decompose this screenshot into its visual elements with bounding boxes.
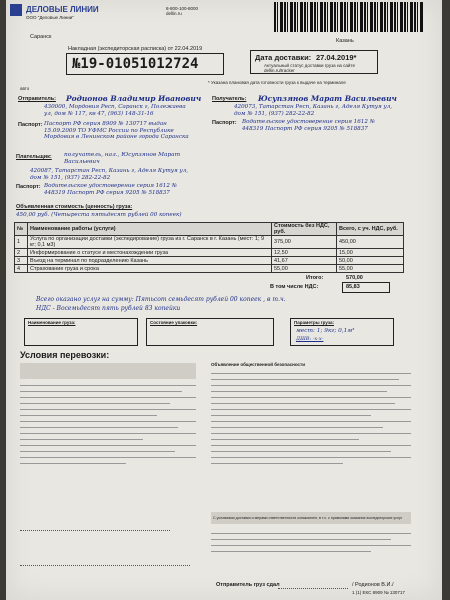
row-net: 41,67 [272,257,337,265]
col-header-service: Наименование работы (услуги) [28,223,272,236]
delivery-date-label: Дата доставки: [255,53,312,62]
conditions-bottom-text [211,530,411,570]
agreement-text: С условиями доставки и мерами ответственности ознакомлен, в т.ч. с правилами оказания экспедиторских услуг [213,516,403,520]
col-header-total: Всего, с уч. НДС, руб. [337,223,404,236]
packaging-label: Состояние упаковки: [150,320,198,325]
receiver-label: Получатель: [212,96,247,102]
summary-line-2: НДС - Восемьдесят пять рублей 83 копейки [36,305,181,312]
table-row [15,249,404,257]
row-total: 450,00 [337,236,404,249]
company-name: ДЕЛОВЫЕ ЛИНИИ [26,5,99,14]
conditions-highlight [20,363,196,379]
transport-mode: авто [20,86,30,91]
signature-name: / Родионов В.И./ [352,582,394,588]
row-total: 15,00 [337,249,404,257]
row-total: 50,00 [337,257,404,265]
table-row [15,236,404,249]
cargo-params-label: Параметры груза: [294,320,334,325]
declared-value: 450,00 руб. (Четыреста пятьдесят рублей 00 копеек) [16,212,182,218]
vat-value: 85,83 [346,284,360,290]
city-to: Казань [336,38,354,44]
company-legal-name: ООО "Деловые Линии" [26,15,74,20]
conditions-right-text [211,370,411,510]
vat-label: В том числе НДС: [270,284,319,290]
conditions-title: Условия перевозки: [20,350,110,360]
payer-passport: Водительское удостоверение серия 1612 № 448319 Паспорт РФ серия 9205 № 518837 [44,183,177,196]
payer-address: 420087, Татарстан Респ, Казань г, Аделя Кутуя ул, дом № 151, (937) 282-22-82 [30,168,189,181]
signature-line-left-2 [20,565,190,566]
row-num: 2 [15,249,28,257]
signature-footnote: 1 (1) ЕКС 8909 № 130717 [352,590,405,595]
sender-passport-label: Паспорт: [18,122,43,128]
payer-passport-label: Паспорт: [16,184,41,190]
row-service: Информирование о статусе и местонахождении груза [28,249,272,257]
receiver-address: 420073, Татарстан Респ, Казань г, Аделя Кутуя ул, дом № 151, (937) 282-22-82 [234,104,393,117]
receiver-passport-label: Паспорт: [212,120,237,126]
row-net: 375,00 [272,236,337,249]
row-net: 12,50 [272,249,337,257]
signature-line [278,588,348,589]
sender-address: 430000, Мордовия Респ, Саранск г, Полежаева ул, дом № 117, кв 47, (963) 148-31-16 [44,104,186,117]
company-phone-site: 8-800-100-8000 dellin.ru [166,6,199,16]
signature-label: Отправитель груз сдал [216,582,280,588]
receiver-name: Юсупзянов Марат Васильевич [258,94,397,103]
row-service: Услуга по организации доставки (экспедирование) груза из г. Саранск в г. Казань (мест: 1; 9 кг; 0,1 м3) [28,236,272,249]
total-value: 570,00 [346,275,363,281]
barcode [274,2,424,32]
services-table [14,222,404,273]
company-logo [10,4,22,16]
row-num: 1 [15,236,28,249]
table-header-row [15,223,404,236]
document-title: Накладная (экспедиторская расписка) от 22.04.2019 [68,46,203,52]
signature-line-left [20,530,170,531]
delivery-status-note: Актуальный статус доставки груза на сайте dellin.ru/tracker [264,63,355,73]
row-num: 4 [15,265,28,273]
payer-label: Плательщик: [16,154,52,160]
sender-name: Родионов Владимир Иванович [66,94,202,103]
row-net: 55,00 [272,265,337,273]
summary-line-1: Всего оказано услуг на сумму: Пятьсот семьдесят рублей 00 копеек , в т.ч. [36,296,286,303]
col-header-num: № [15,223,28,236]
total-label: Итого: [306,275,324,281]
city-from: Саранск [30,34,52,40]
conditions-left-text [20,382,196,502]
cargo-dimensions: ДШВ: -х-х- [296,336,324,342]
row-service: Страхование груза и срока [28,265,272,273]
document-number: №19-01051012724 [72,56,199,72]
row-total: 55,00 [337,265,404,273]
row-service: Въезд на терминал по подразделению Казань [28,257,272,265]
cargo-name-label: Наименование груза: [28,320,76,325]
payer-name: получатель, нал., Юсупзянов Марат Васильевич [64,152,181,165]
delivery-footnote: * Указана плановая дата готовности груза к выдаче на терминале [208,80,346,85]
table-row [15,257,404,265]
receiver-passport: Водительское удостоверение серия 1612 № 448319 Паспорт РФ серия 9205 № 518837 [242,119,375,132]
sender-label: Отправитель: [18,96,56,102]
table-row [15,265,404,273]
cargo-params-value: мест: 1; 9кг; 0,1м³ [296,328,355,334]
col-header-net: Стоимость без НДС, руб. [272,223,337,236]
waybill-document [6,0,442,600]
row-num: 3 [15,257,28,265]
delivery-date: 27.04.2019* [316,53,357,62]
conditions-right-title: Объявление общественной безопасности [211,362,306,367]
sender-passport: Паспорт РФ серия 8909 № 130717 выдан 15.09.2009 ТО УФМС России по Республике Мордовия в Ленинском районе города Саранска [44,121,189,141]
declared-value-label: Объявленная стоимость (ценность) груза: [16,204,133,210]
